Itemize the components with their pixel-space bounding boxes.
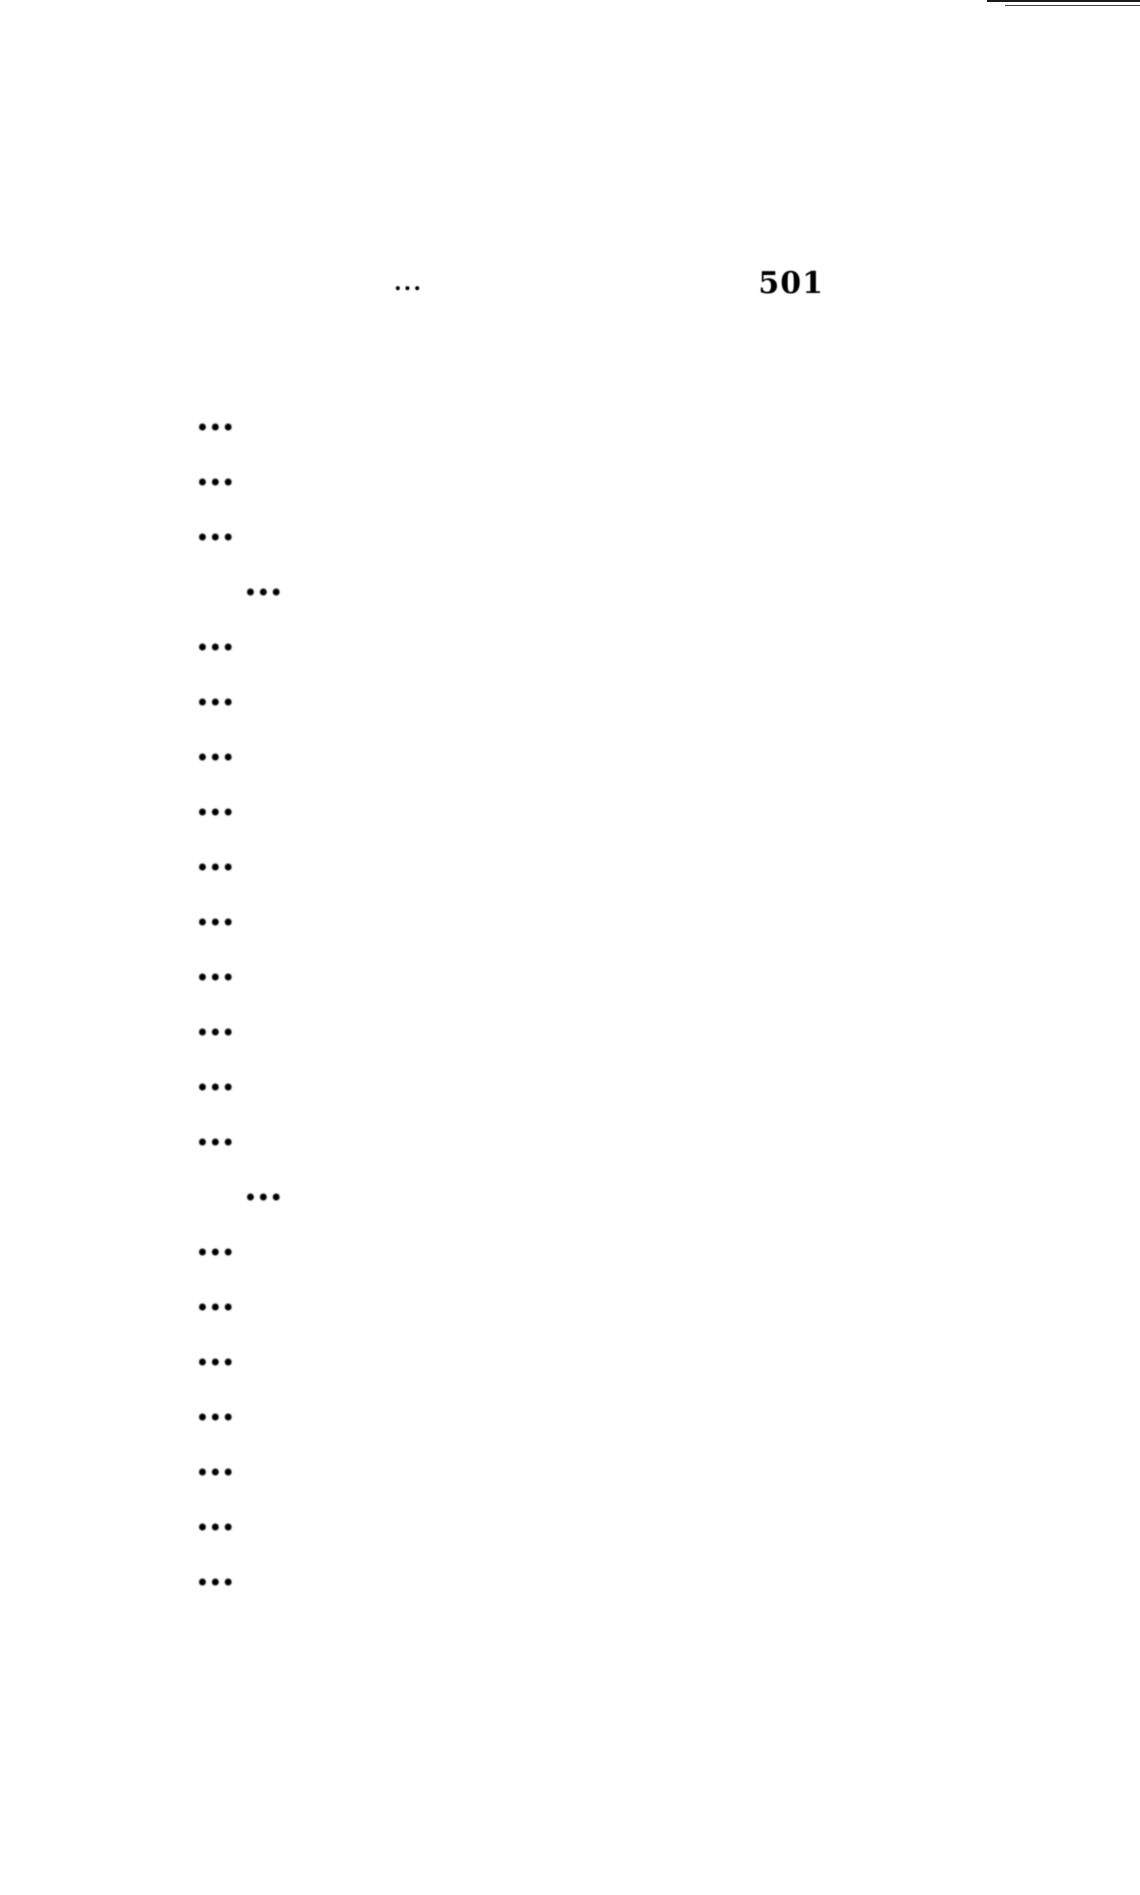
text-line: ... bbox=[196, 1550, 235, 1594]
text-line: ... bbox=[196, 1055, 235, 1099]
text-line: ... bbox=[196, 780, 235, 824]
text-line: ... bbox=[196, 505, 235, 549]
text-line: ... bbox=[196, 1000, 235, 1044]
text-line: ... bbox=[196, 1275, 235, 1319]
text-line: ... bbox=[196, 1495, 235, 1539]
text-line: ... bbox=[196, 835, 235, 879]
page-number: 501 bbox=[758, 266, 824, 301]
text-line: ... bbox=[196, 395, 235, 439]
body-text bbox=[196, 390, 826, 1600]
text-line: ... bbox=[196, 1330, 235, 1374]
text-line: ... bbox=[244, 560, 283, 604]
text-line: ... bbox=[196, 1220, 235, 1264]
text-line: ... bbox=[244, 1165, 283, 1209]
running-title: ... bbox=[394, 270, 423, 296]
text-line: ... bbox=[196, 670, 235, 714]
text-line: ... bbox=[196, 1385, 235, 1429]
text-line: ... bbox=[196, 1440, 235, 1484]
text-line: ... bbox=[196, 1110, 235, 1154]
top-edge-rule bbox=[987, 0, 1140, 2]
top-edge-rule-secondary bbox=[1005, 5, 1140, 6]
text-line: ... bbox=[196, 615, 235, 659]
text-line: ... bbox=[196, 945, 235, 989]
text-line: ... bbox=[196, 890, 235, 934]
text-line: ... bbox=[196, 725, 235, 769]
running-head bbox=[196, 266, 824, 306]
text-line: ... bbox=[196, 450, 235, 494]
